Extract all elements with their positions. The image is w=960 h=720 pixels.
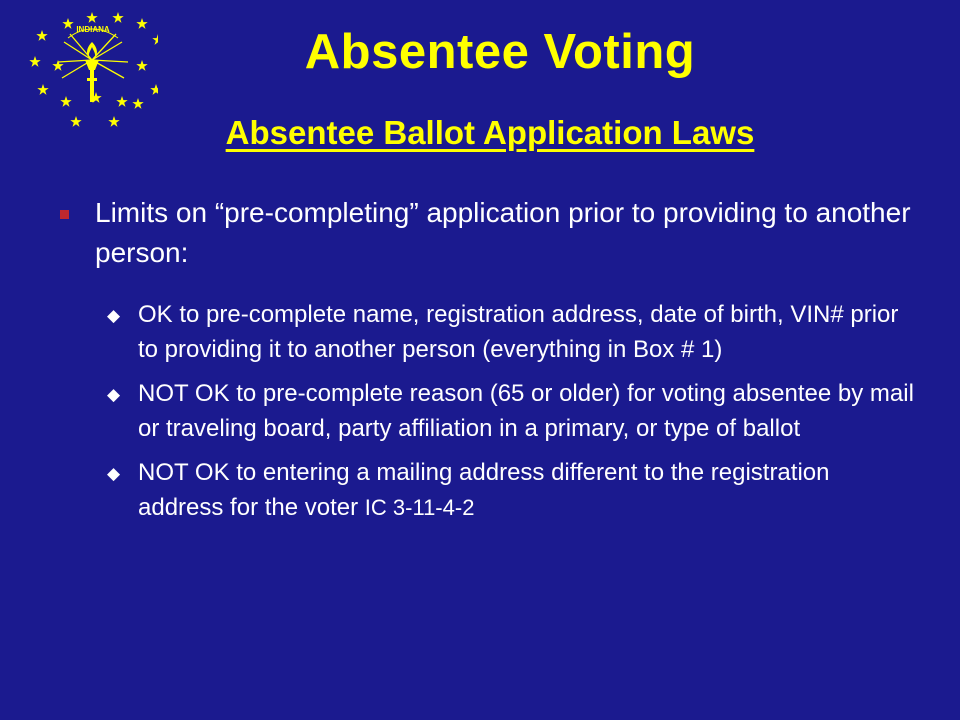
statute-citation: IC 3-11-4-2 bbox=[364, 495, 475, 520]
sub-bullet-item bbox=[106, 376, 917, 446]
diamond-bullet-icon: ◆ bbox=[107, 306, 121, 325]
sub-bullet-text: NOT OK to entering a mailing address different to the registration address for the voter bbox=[138, 459, 830, 521]
diamond-bullet-icon: ◆ bbox=[107, 385, 121, 404]
square-bullet-icon bbox=[60, 210, 69, 219]
sub-bullet-text: NOT OK to pre-complete reason (65 or older) for voting absentee by mail or traveling board, party affiliation in a primary, or type of ballot bbox=[138, 380, 914, 442]
bullet-text: Limits on “pre-completing” application prior to providing to another person: bbox=[95, 197, 911, 268]
sub-bullet-text: OK to pre-complete name, registration address, date of birth, VIN# prior to providing it to another person (everything in Box # 1) bbox=[138, 301, 899, 363]
sub-bullet-list bbox=[57, 297, 917, 525]
logo-ring-text: INDIANA bbox=[76, 25, 110, 34]
torch bbox=[85, 42, 99, 102]
sub-bullet-item bbox=[106, 297, 917, 367]
slide-body bbox=[57, 193, 917, 534]
sub-bullet-item bbox=[106, 455, 917, 525]
slide-title: Absentee Voting bbox=[304, 25, 696, 79]
bullet-item bbox=[57, 193, 917, 273]
diamond-bullet-icon: ◆ bbox=[107, 464, 121, 483]
slide-subtitle: Absentee Ballot Application Laws bbox=[225, 114, 755, 151]
